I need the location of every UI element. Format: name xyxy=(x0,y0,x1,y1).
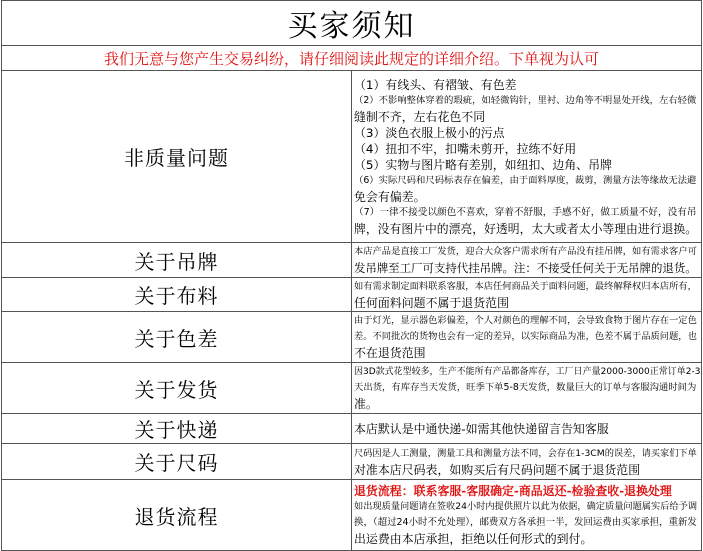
text-line: （6）实际尺码和尺码标表存在偏差，由于面料厚度，裁剪，测量方法等缘故无法避 xyxy=(354,174,697,186)
section-content xyxy=(352,480,702,551)
text-line: 缝制不齐，左右花色不同 xyxy=(354,109,486,124)
section-shipping xyxy=(2,363,702,414)
page-title: 买家须知 xyxy=(2,1,702,46)
text-line: 对准本店尺码表，如购买后有尺码问题不属于退货范围 xyxy=(354,462,641,477)
section-tags xyxy=(2,243,702,278)
section-label: 关于吊牌 xyxy=(2,243,352,278)
text-line: （1）有线头、有褶皱、有色差 xyxy=(354,77,517,92)
text-line: 如有需求制定面料联系客服，本店任何商品关于面料问题，最终解释权归本店所有， xyxy=(354,280,697,292)
text-line: 牌，没有图片中的漂亮，好透明，太大或者太小等理由进行退换。 xyxy=(354,221,698,236)
text-line: 换，（超过24小时不允处理），邮费双方各承担一半，发回运费由买家承担，重新发 xyxy=(354,517,697,528)
text-line: 免会有偏差。 xyxy=(354,189,426,204)
section-label: 关于尺码 xyxy=(2,444,352,480)
section-content xyxy=(352,243,702,278)
section-content xyxy=(352,414,702,444)
text-line: 准。 xyxy=(354,397,378,411)
section-returns xyxy=(2,480,702,551)
section-content xyxy=(352,363,702,414)
text-line: 出运费由本店承担，拒绝以任何形式的到付。 xyxy=(354,532,593,546)
section-content xyxy=(352,71,702,243)
section-label: 退货流程 xyxy=(2,480,352,551)
text-line: （2）不影响整体穿着的瑕疵，如轻微钩针，里衬、边角等不明显处开线，左右轻微 xyxy=(354,94,697,106)
return-process-heading: 退货流程：联系客服-客服确定-商品返还-检验查收-退换处理 xyxy=(354,484,672,498)
section-label: 关于发货 xyxy=(2,363,352,414)
section-non-quality xyxy=(2,71,702,243)
section-label: 非质量问题 xyxy=(2,71,352,243)
text-line: （4）扭扣不牢，扣嘴未剪开，拉练不好用 xyxy=(354,141,577,156)
text-line: 任何面料问题不属于退货范围 xyxy=(354,295,509,310)
text-line: 由于灯光，显示器色彩偏差，个人对颜色的理解不同，会导致食物于图片存在一定色 xyxy=(354,315,697,326)
text-line: 因3D款式花型较多，生产不能所有产品都备库存，工厂日产量2000-3000正常订单2-3 xyxy=(354,367,701,377)
section-content xyxy=(352,444,702,480)
section-label: 关于快递 xyxy=(2,414,352,444)
text-line: 不在退货范围 xyxy=(354,346,426,360)
text-line: 发吊牌至工厂可支持代挂吊牌。注：不接受任何关于无吊牌的退货。 xyxy=(354,261,697,275)
section-size xyxy=(2,444,702,480)
buyer-notice-table xyxy=(1,0,702,551)
text-line: 本店默认是中通快递-如需其他快递留言告知客服 xyxy=(354,421,609,436)
section-content xyxy=(352,312,702,363)
section-courier xyxy=(2,414,702,444)
text-line: 本店产品是直接工厂发货，迎合大众客户需求所有产品没有挂吊牌，如有需求客户可 xyxy=(354,246,697,257)
section-label: 关于布料 xyxy=(2,278,352,312)
section-color xyxy=(2,312,702,363)
text-line: 天出货，有库存当天发货，旺季下单5-8天发货，数量巨大的订单与客服沟通时间为 xyxy=(354,382,697,393)
disclaimer-subtitle: 我们无意与您产生交易纠纷，请仔细阅读此规定的详细介绍。下单视为认可 xyxy=(2,46,702,71)
text-line: （7）一律不接受以颜色不喜欢，穿着不舒服，手感不好，做工质量不好，没有吊 xyxy=(354,206,697,218)
text-line: （3）淡色衣服上极小的污点 xyxy=(354,125,505,140)
text-line: （5）实物与图片略有差别，如纽扣、边角、吊牌 xyxy=(354,157,612,172)
section-fabric xyxy=(2,278,702,312)
text-line: 差。不同批次的货物也会有一定的差异，以实际商品为准，色差不属于品质问题，也 xyxy=(354,331,697,342)
section-content xyxy=(352,278,702,312)
section-label: 关于色差 xyxy=(2,312,352,363)
text-line: 尺码因是人工测量，测量工具和测量方法不同，会存在1-3CM的误差，请买家们下单 xyxy=(354,447,697,459)
text-line: 如出现质量问题请在签收24小时内提供照片以此为依据，确定质量问题属实后给予调 xyxy=(354,501,698,512)
